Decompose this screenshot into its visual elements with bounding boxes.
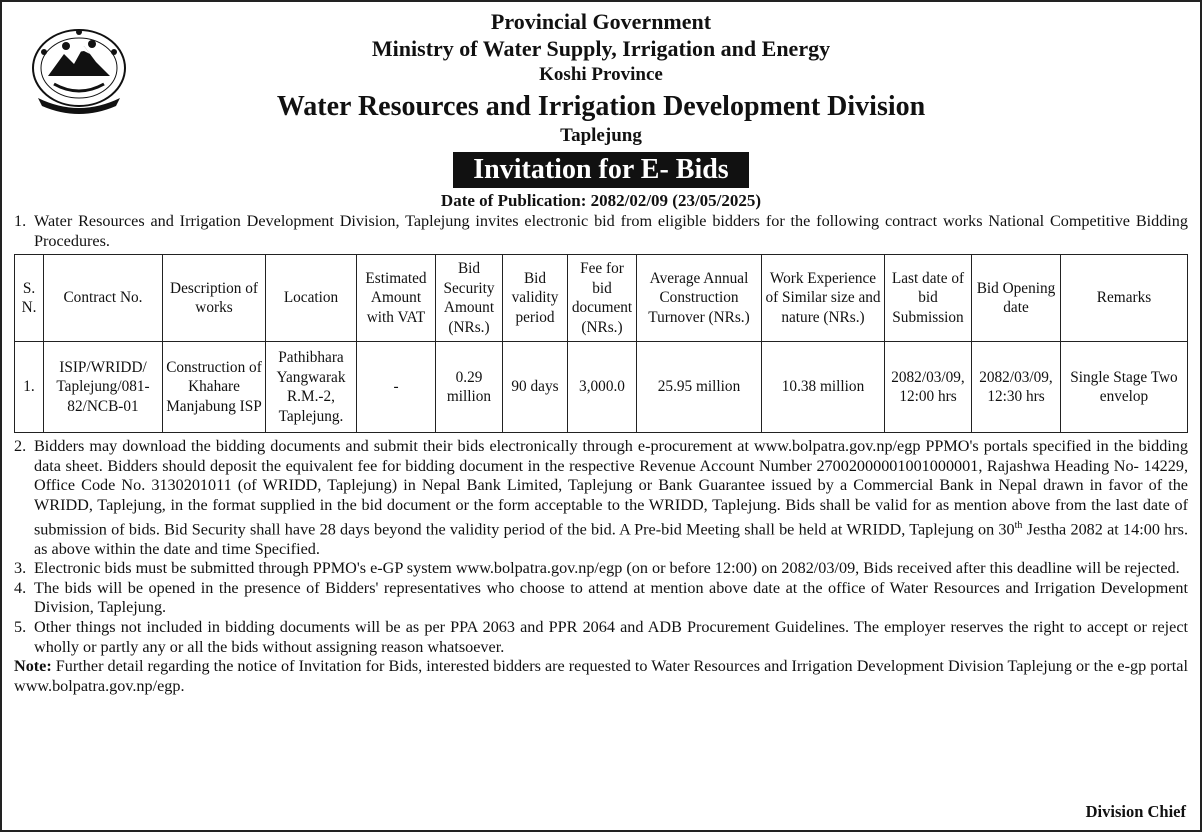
table-header-row: [15, 255, 1188, 342]
paragraph-number: 1.: [14, 212, 27, 230]
paragraph-number: 4.: [14, 578, 27, 597]
district-name: Taplejung: [560, 125, 642, 146]
paragraph-4: [14, 579, 1188, 618]
cell-location: Pathibhara Yangwarak R.M.-2, Taplejung.: [266, 342, 357, 433]
paragraph-1: [14, 212, 1188, 251]
cell-sn: 1.: [15, 342, 44, 433]
header-contract-no: Contract No.: [44, 255, 163, 342]
header-fee: Fee for bid document (NRs.): [568, 255, 637, 342]
ordinal-suffix: th: [1014, 519, 1023, 531]
ministry-name: Ministry of Water Supply, Irrigation and Energy: [371, 36, 831, 61]
paragraph-5: [14, 618, 1188, 657]
header-description: Description of works: [163, 255, 266, 342]
note-text: Further detail regarding the notice of Invitation for Bids, interested bidders are requested to Water Resources and Irrigation Development Division Taplejung or the e-gp portal www.bolpatra.gov.np/egp.: [14, 657, 1188, 695]
table-row: [15, 342, 1188, 433]
cell-contract-no: ISIP/WRIDD/ Taplejung/081-82/NCB-01: [44, 342, 163, 433]
paragraph-text: Other things not included in bidding documents will be as per PPA 2063 and PPR 2064 and ADB Procurement Guidelines. The employer reserves the right to accept or reject wholly or partly any or all the bids without assigning reason whatsoever.: [34, 617, 1188, 656]
province-name: Koshi Province: [539, 64, 663, 85]
cell-opening-date: 2082/03/09, 12:30 hrs: [972, 342, 1061, 433]
division-name: Water Resources and Irrigation Development Division: [276, 91, 926, 122]
paragraph-text: The bids will be opened in the presence of Bidders' representatives who choose to attend at mention above date at the office of Water Resources and Irrigation Development Division, Taplejung.: [34, 578, 1188, 617]
contract-table: [14, 254, 1188, 433]
note-label: Note:: [14, 657, 52, 676]
paragraph-text: Water Resources and Irrigation Development Division, Taplejung invites electronic bid from eligible bidders for the following contract works National Competitive Bidding Procedures.: [34, 212, 1188, 250]
cell-description: Construction of Khahare Manjabung ISP: [163, 342, 266, 433]
cell-remarks: Single Stage Two envelop: [1061, 342, 1188, 433]
header-turnover: Average Annual Construction Turnover (NRs.): [637, 255, 762, 342]
header-bid-validity: Bid validity period: [503, 255, 568, 342]
cell-turnover: 25.95 million: [637, 342, 762, 433]
publication-date: Date of Publication: 2082/02/09 (23/05/2025): [440, 191, 762, 210]
cell-last-date: 2082/03/09, 12:00 hrs: [885, 342, 972, 433]
nepal-government-emblem: [28, 26, 130, 114]
cell-bid-validity: 90 days: [503, 342, 568, 433]
header-opening-date: Bid Opening date: [972, 255, 1061, 342]
notice-title: Invitation for E- Bids: [453, 152, 748, 188]
header-last-date: Last date of bid Submission: [885, 255, 972, 342]
government-name: Provincial Government: [490, 9, 712, 34]
cell-work-experience: 10.38 million: [762, 342, 885, 433]
paragraph-number: 2.: [14, 437, 27, 456]
paragraph-3: [14, 559, 1188, 579]
paragraph-text: Bidders may download the bidding documents and submit their bids electronically through e-procurement at www.bolpatra.gov.np/egp PPMO's portals specified in the bidding data sheet. Bidders should deposit the equivalent fee for bidding document in the respective Revenue Account Number 27002000001001000001, Rajashwa Heading No- 14229, Office Code No. 3130201011 (of WRIDD, Taplejung) in Nepal Bank Limited, Taplejung or Bank Guarantee issued by a Commercial Bank in Nepal drawn in favor of the WRIDD, Taplejung, in the format supplied in the bid document or the form acceptable to the WRIDD, Taplejung. Bids shall be valid for as mention above from the last date of submission of bids. Bid Security shall have 28 days beyond the validity period of the bid. A Pre-bid Meeting shall be held at WRIDD, Taplejung on 30: [34, 437, 1188, 538]
paragraph-text: Electronic bids must be submitted through PPMO's e-GP system www.bolpatra.gov.np/egp (on or before 12:00) on 2082/03/09, Bids received after this deadline will be rejected.: [34, 559, 1180, 578]
paragraph-number: 3.: [14, 559, 27, 578]
cell-estimated-amount: -: [357, 342, 436, 433]
note-paragraph: [14, 657, 1188, 696]
header-estimated-amount: Estimated Amount with VAT: [357, 255, 436, 342]
cell-bid-security: 0.29 million: [436, 342, 503, 433]
letterhead: [14, 8, 1188, 147]
paragraph-text-continued: Jestha 2082 at 14:00 hrs. as above within the date and time Specified.: [34, 519, 1188, 558]
header-location: Location: [266, 255, 357, 342]
header-work-experience: Work Experience of Similar size and nature (NRs.): [762, 255, 885, 342]
header-remarks: Remarks: [1061, 255, 1188, 342]
paragraph-2: [14, 437, 1188, 559]
cell-fee: 3,000.0: [568, 342, 637, 433]
header-bid-security: Bid Security Amount (NRs.): [436, 255, 503, 342]
paragraph-number: 5.: [14, 617, 27, 636]
header-sn: S. N.: [15, 255, 44, 342]
signature-title: Division Chief: [1085, 802, 1186, 821]
